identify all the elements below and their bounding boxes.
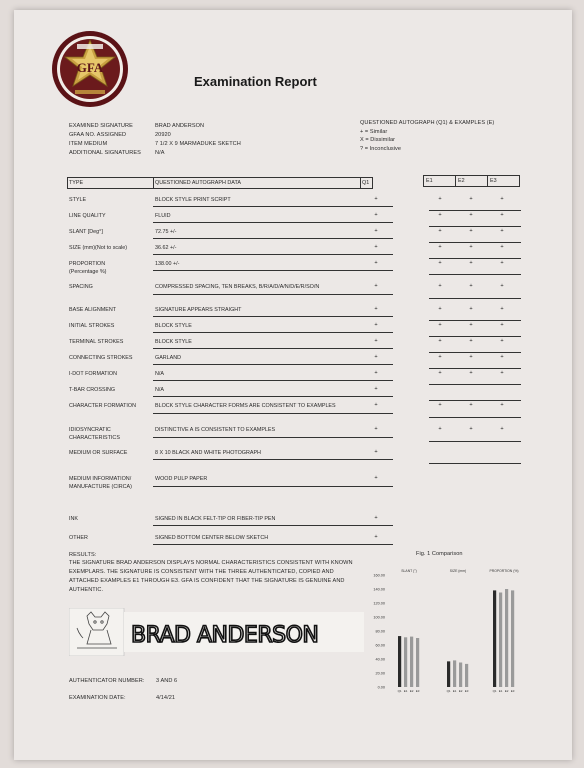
examples-divider [455,175,456,187]
table-header-divider [153,177,154,189]
example-mark: + [469,370,473,376]
example-underline [429,320,521,321]
chart-bar [499,593,502,688]
svg-text:GFA: GFA [76,60,104,75]
report-sheet [14,10,572,760]
row-label: CONNECTING STROKES [69,355,133,361]
row-label: CHARACTER FORMATION [69,403,136,409]
row-label-line2: MANUFACTURE (CIRCA) [69,484,132,490]
row-label: TERMINAL STROKES [69,339,124,345]
row-value: FLUID [155,213,171,219]
row-label: PROPORTION [69,261,106,267]
q1-mark: + [374,322,378,328]
legend-line: QUESTIONED AUTOGRAPH (Q1) & EXAMPLES (E) [360,120,495,126]
q1-mark: + [374,196,378,202]
example-underline [429,336,521,337]
chart-bar [493,590,496,687]
chart-bar [505,589,508,687]
group-label: SLANT (°) [401,569,417,573]
row-underline [153,459,393,460]
info-label: GFAA NO. ASSIGNED [69,132,127,138]
row-value: N/A [155,387,164,393]
example-underline [429,258,521,259]
row-value: 72.75 +/- [155,229,177,235]
y-tick-label: 20.00 [375,671,385,676]
row-value: GARLAND [155,355,182,361]
info-value: N/A [155,150,165,156]
example-mark: + [469,212,473,218]
page-title: Examination Report [194,74,317,89]
x-tick-label: E2 [504,689,509,693]
row-underline [153,525,393,526]
row-value: 138.00 +/- [155,261,180,267]
example-mark: + [469,260,473,266]
example-mark: + [500,260,504,266]
row-value: SIGNED BOTTOM CENTER BELOW SKETCH [155,535,269,541]
x-tick-label: E1 [403,689,408,693]
results-line: ATTACHED EXAMPLES E1 THROUGH E3. GFA IS CONFIDENT THAT THE SIGNATURE IS GENUINE AND [69,578,345,584]
x-tick-label: Q1 [492,689,497,693]
row-label: INITIAL STROKES [69,323,115,329]
x-tick-label: E1 [498,689,503,693]
y-tick-label: 160.00 [373,573,385,578]
row-underline [153,380,393,381]
example-mark: + [500,426,504,432]
example-mark: + [469,402,473,408]
row-underline [153,238,393,239]
row-label: T-BAR CROSSING [69,387,116,393]
q1-mark: + [374,306,378,312]
q1-mark: + [374,370,378,376]
x-tick-label: E2 [458,689,463,693]
y-tick-label: 100.00 [373,615,385,620]
row-underline [153,437,393,438]
chart-bar [511,590,514,687]
row-value: BLOCK STYLE CHARACTER FORMS ARE CONSISTENT TO EXAMPLES [155,403,336,409]
y-tick-label: 60.00 [375,643,385,648]
chart-bar [398,636,401,687]
example-mark: + [469,338,473,344]
info-value: 7 1/2 X 9 MARMADUKE SKETCH [155,141,241,147]
header-e2: E2 [458,178,465,184]
x-tick-label: E2 [409,689,414,693]
row-value: BLOCK STYLE PRINT SCRIPT [155,197,231,203]
row-underline [153,413,393,414]
q1-mark: + [374,354,378,360]
results-line: THE SIGNATURE BRAD ANDERSON DISPLAYS NORMAL CHARACTERISTICS CONSISTENT WITH KNOWN [69,560,353,566]
row-label: I-DOT FORMATION [69,371,118,377]
chart-bar [447,661,450,687]
row-underline [153,254,393,255]
row-value: BLOCK STYLE [155,339,192,345]
row-underline [153,332,393,333]
example-mark: + [500,212,504,218]
example-underline [429,384,521,385]
exam-date-value: 4/14/21 [156,695,176,701]
x-tick-label: E3 [510,689,515,693]
q1-mark: + [374,260,378,266]
row-label: OTHER [69,535,88,541]
example-mark: + [500,402,504,408]
results-heading: RESULTS: [69,552,97,558]
example-mark: + [438,212,442,218]
row-value: N/A [155,371,164,377]
authenticator-label: AUTHENTICATOR NUMBER: [69,678,145,684]
example-mark: + [469,426,473,432]
row-value: DISTINCTIVE A IS CONSISTENT TO EXAMPLES [155,427,276,433]
example-mark: + [500,283,504,289]
row-label: LINE QUALITY [69,213,106,219]
example-underline [429,274,521,275]
example-mark: + [469,354,473,360]
example-mark: + [438,260,442,266]
row-label-line2: CHARACTERISTICS [69,435,120,441]
example-mark: + [438,402,442,408]
signature-text: BRAD ANDERSON [131,623,319,648]
group-label: PROPORTION (%) [489,569,519,573]
row-label: SLANT [Deg°] [69,229,103,235]
example-mark: + [500,306,504,312]
example-mark: + [438,244,442,250]
row-label: MEDIUM INFORMATION/ [69,476,132,482]
x-tick-label: Q1 [397,689,402,693]
chart-bar [410,637,413,687]
results-line: AUTHENTIC. [69,587,104,593]
q1-mark: + [374,283,378,289]
info-label: ADDITIONAL SIGNATURES [69,150,141,156]
x-tick-label: E3 [464,689,469,693]
y-tick-label: 40.00 [375,657,385,662]
example-underline [429,242,521,243]
q1-mark: + [374,228,378,234]
row-label-line2: (Percentage %) [69,269,107,275]
example-underline [429,441,521,442]
q1-mark: + [374,212,378,218]
example-mark: + [438,196,442,202]
y-tick-label: 140.00 [373,587,385,592]
row-value: SIGNATURE APPEARS STRAIGHT [155,307,242,313]
row-label: BASE ALIGNMENT [69,307,117,313]
x-tick-label: E3 [415,689,420,693]
row-underline [153,396,393,397]
row-underline [153,222,393,223]
q1-mark: + [374,449,378,455]
q1-mark: + [374,386,378,392]
row-underline [153,544,393,545]
info-value: BRAD ANDERSON [155,123,205,129]
legend-line: + = Similar [360,129,388,135]
legend-line: ? = Inconclusive [360,146,402,152]
row-label: SIZE (mm)(Not to scale) [69,245,128,251]
row-underline [153,486,393,487]
row-label: INK [69,516,78,522]
row-value: WOOD PULP PAPER [155,476,208,482]
header-type: TYPE [69,180,84,186]
example-mark: + [500,228,504,234]
legend-line: X = Dissimilar [360,137,396,143]
example-mark: + [438,283,442,289]
info-label: ITEM MEDIUM [69,141,108,147]
header-q1: Q1 [362,180,370,186]
row-underline [153,348,393,349]
q1-mark: + [374,475,378,481]
comparison-chart [359,555,524,695]
example-mark: + [438,338,442,344]
row-value: SIGNED IN BLACK FELT-TIP OR FIBER-TIP PEN [155,516,276,522]
gfa-seal-logo [51,30,129,108]
q1-mark: + [374,515,378,521]
signature-exhibit [69,608,369,656]
example-mark: + [469,244,473,250]
y-tick-label: 120.00 [373,601,385,606]
example-mark: + [469,306,473,312]
results-line: EXEMPLARS. THE SIGNATURE IS CONSISTENT WITH THE THREE AUTHENTICATED, COPIED AND [69,569,334,575]
chart-bar [404,637,407,687]
q1-mark: + [374,402,378,408]
x-tick-label: Q1 [446,689,451,693]
header-e1: E1 [426,178,433,184]
row-value: COMPRESSED SPACING, TEN BREAKS, B/R/A/D/A/N/D/E/R/SO/N [155,284,320,290]
chart-bar [453,660,456,687]
example-mark: + [500,370,504,376]
q1-mark: + [374,534,378,540]
example-mark: + [438,228,442,234]
row-label: IDIOSYNCRATIC [69,427,111,433]
authenticator-value: 3 AND 6 [156,678,178,684]
example-mark: + [500,244,504,250]
example-mark: + [438,426,442,432]
example-underline [429,210,521,211]
example-underline [429,352,521,353]
examples-divider [487,175,488,187]
example-mark: + [469,196,473,202]
examples-header-box [423,175,520,187]
row-underline [153,270,393,271]
header-data: QUESTIONED AUTOGRAPH DATA [155,180,241,186]
y-tick-label: 80.00 [375,629,385,634]
row-underline [153,316,393,317]
example-mark: + [469,228,473,234]
info-label: EXAMINED SIGNATURE [69,123,133,129]
row-label: SPACING [69,284,93,290]
example-mark: + [438,322,442,328]
example-mark: + [438,370,442,376]
q1-mark: + [374,244,378,250]
example-mark: + [500,354,504,360]
chart-bar [416,638,419,687]
example-underline [429,368,521,369]
exam-date-label: EXAMINATION DATE: [69,695,126,701]
chart-title: Fig. 1 Comparison [416,551,463,557]
q1-mark: + [374,338,378,344]
info-value: 20920 [155,132,171,138]
example-underline [429,463,521,464]
example-mark: + [500,338,504,344]
chart-bar [465,664,468,687]
row-underline [153,294,393,295]
row-label: MEDIUM OR SURFACE [69,450,128,456]
example-mark: + [469,322,473,328]
header-e3: E3 [490,178,497,184]
example-underline [429,298,521,299]
example-mark: + [438,306,442,312]
example-underline [429,226,521,227]
y-tick-label: 0.00 [377,685,385,690]
row-underline [153,364,393,365]
row-value: 8 X 10 BLACK AND WHITE PHOTOGRAPH [155,450,261,456]
row-label: STYLE [69,197,87,203]
example-underline [429,417,521,418]
example-mark: + [469,283,473,289]
example-mark: + [500,196,504,202]
x-tick-label: E1 [452,689,457,693]
example-mark: + [438,354,442,360]
row-underline [153,206,393,207]
q1-mark: + [374,426,378,432]
row-value: 36.62 +/- [155,245,177,251]
row-value: BLOCK STYLE [155,323,192,329]
group-label: SIZE (mm) [449,569,467,573]
chart-bar [459,663,462,688]
example-mark: + [500,322,504,328]
example-underline [429,400,521,401]
